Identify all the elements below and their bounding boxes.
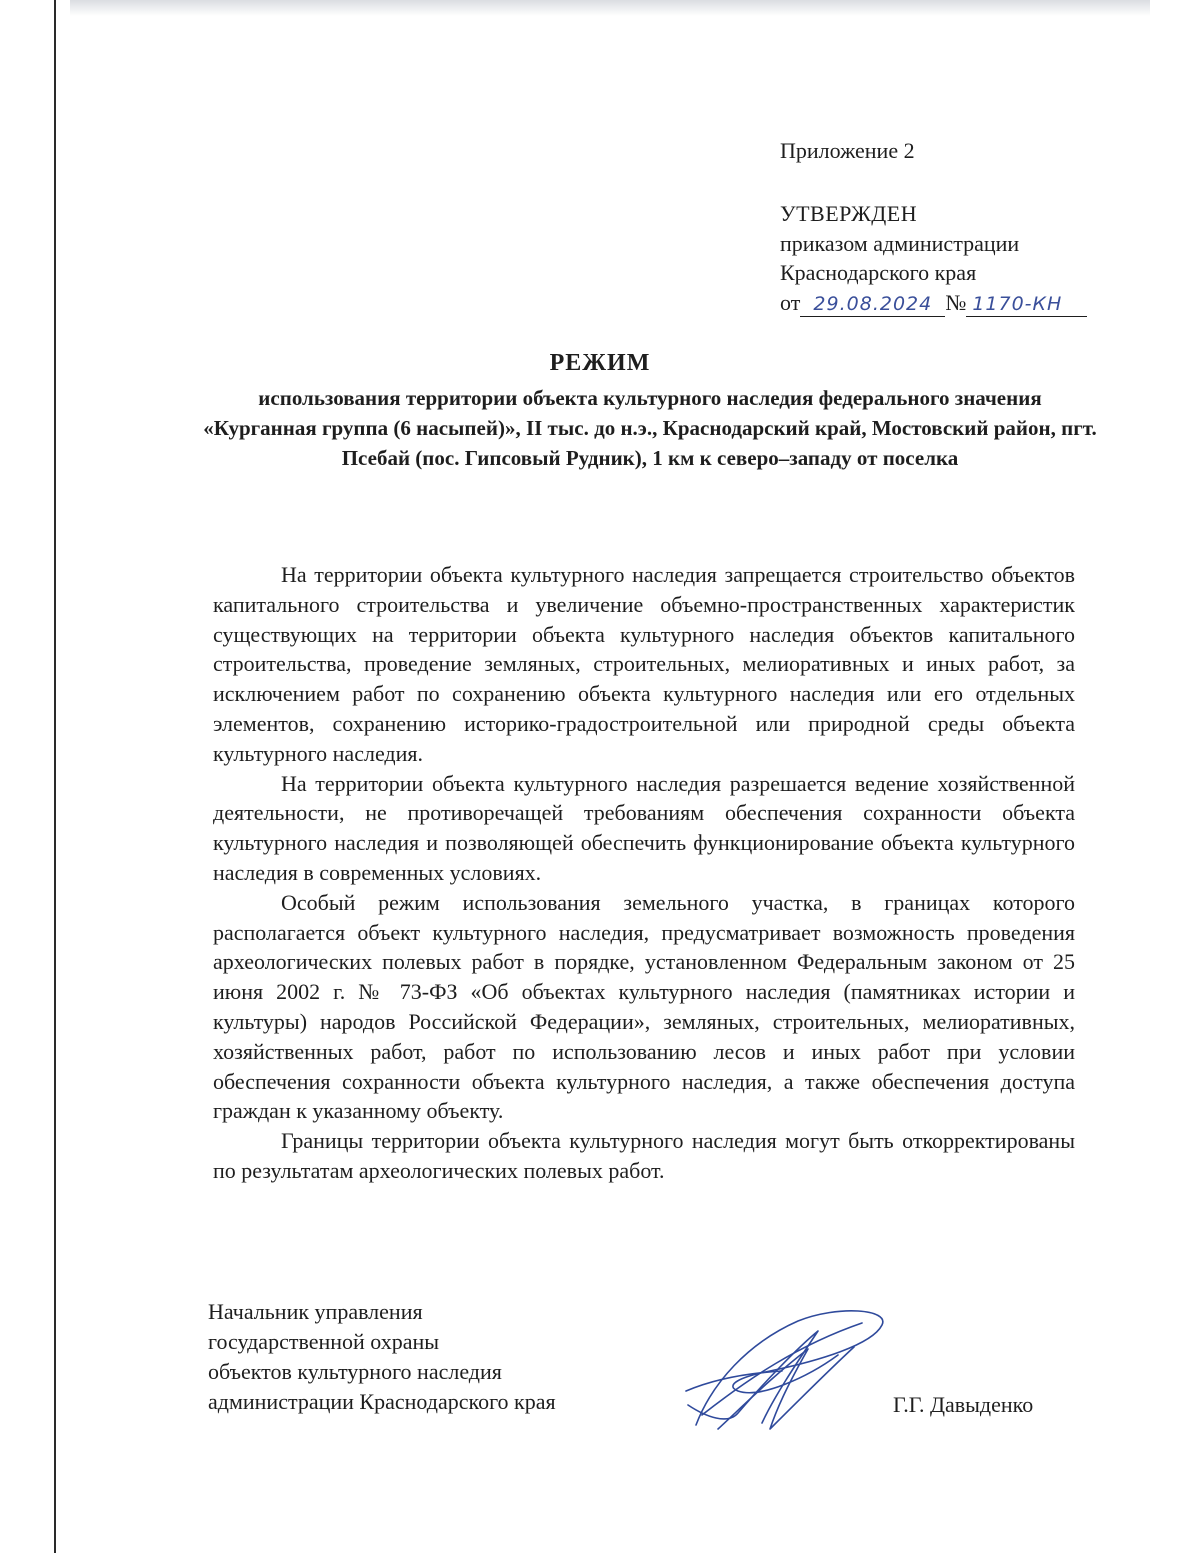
order-date-number [780, 289, 1087, 317]
position-line: объектов культурного наследия [208, 1359, 502, 1384]
handwritten-number: 1170-КН [966, 292, 1087, 317]
position-line: администрации Краснодарского края [208, 1389, 556, 1414]
paragraph-prohibitions: На территории объекта культурного наследия запрещается строительство объектов капитального строительства и увеличение объемно-пространственных характеристик существующих на территории объекта культурного наследия объектов капитального строительства, проведение земляных, строительных, мелиоративных и иных работ, за исключением работ по сохранению объекта культурного наследия или его отдельных элементов, сохранению историко-градостроительной или природной среды объекта культурного наследия. [213, 562, 1075, 766]
approved-heading: УТВЕРЖДЕН [780, 201, 918, 226]
document-subtitle: использования территории объекта культурного наследия федерального значения «Курганная группа (6 насыпей)», II тыс. до н.э., Краснодарский край, Мостовский район, пгт. Псебай (пос. Гипсовый Рудник), 1 км к северо–западу от поселка [203, 386, 1097, 470]
handwritten-signature [678, 1305, 898, 1445]
signatory-name: Г.Г. Давыденко [893, 1392, 1034, 1417]
handwritten-date: 29.08.2024 [800, 292, 945, 317]
approved-by-line: приказом администрации [780, 231, 1020, 256]
position-line: Начальник управления [208, 1299, 423, 1324]
number-prefix: № [945, 290, 967, 315]
position-line: государственной охраны [208, 1329, 440, 1354]
signatory-position [208, 1297, 556, 1417]
paragraph-special-regime: Особый режим использования земельного участка, в границах которого располагается объект культурного наследия, предусматривает возможность проведения археологических полевых работ в порядке, установленном Федеральным законом от 25 июня 2002 г. № 73-ФЗ «Об объектах культурного наследия (памятниках истории и культуры) народов Российской Федерации», земляных, строительных, мелиоративных, хозяйственных работ, работ по использованию лесов и иных работ при условии обеспечения сохранности объекта культурного наследия, а также обеспечения доступа граждан к указанному объекту. [213, 889, 1075, 1124]
scan-top-smudge [70, 0, 1150, 16]
approved-region-line: Краснодарского края [780, 260, 977, 285]
appendix-label: Приложение 2 [780, 138, 915, 163]
date-prefix: от [780, 290, 801, 315]
scan-left-edge [54, 0, 56, 1553]
paragraph-permitted-activity: На территории объекта культурного наследия разрешается ведение хозяйственной деятельности, не противоречащей требованиям обеспечения сохранности объекта культурного наследия и позволяющей обеспечить функционирование объекта культурного наследия в современных условиях. [213, 770, 1075, 885]
paragraph-boundaries: Границы территории объекта культурного наследия могут быть откорректированы по результатам археологических полевых работ. [213, 1128, 1075, 1183]
document-title: РЕЖИМ [549, 350, 651, 376]
document-body [213, 560, 1075, 1186]
